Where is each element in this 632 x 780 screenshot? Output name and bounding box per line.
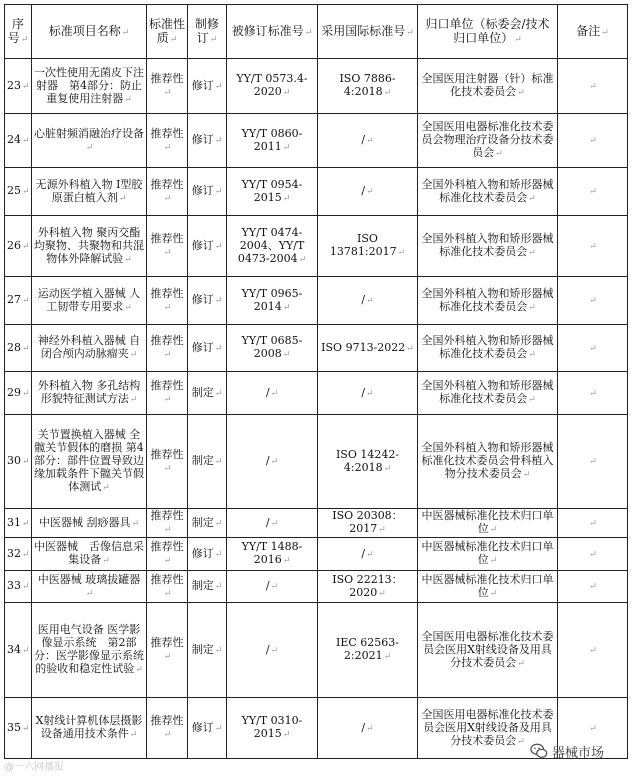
cell-revised: YY/T 1488-2016↵	[227, 538, 318, 571]
cell-note: ↵	[558, 603, 628, 698]
cell-type: 制定↵	[188, 509, 227, 538]
cell-type: 制定↵	[188, 372, 227, 415]
header-name: 标准项目名称↵	[32, 5, 147, 59]
cell-nature: 推荐性↵	[147, 538, 188, 571]
header-org: 归口单位（标委会/技术归口单位）↵	[418, 5, 558, 59]
cell-name: 中医器械 舌像信息采集设备↵	[32, 538, 147, 571]
cell-type: 修订↵	[188, 698, 227, 759]
cell-intl: ISO 22213：2020↵	[318, 571, 418, 603]
table-row	[5, 603, 628, 698]
cell-revised: YY/T 0860-2011↵	[227, 114, 318, 168]
cell-nature: 推荐性↵	[147, 277, 188, 325]
cell-org: 全国外科植入物和矫形器械标准化技术委员会↵	[418, 325, 558, 372]
table-row	[5, 59, 628, 114]
cell-seq: 23↵	[5, 59, 32, 114]
cell-nature: 推荐性↵	[147, 603, 188, 698]
cell-org: 全国医用电器标准化技术委员会医用X射线设备及用具分技术委员会↵	[418, 698, 558, 759]
cell-note: ↵	[558, 216, 628, 277]
cell-nature: 推荐性↵	[147, 114, 188, 168]
cell-type: 修订↵	[188, 114, 227, 168]
cell-type: 修订↵	[188, 216, 227, 277]
table-row	[5, 277, 628, 325]
cell-note: ↵	[558, 114, 628, 168]
watermark-right	[530, 738, 604, 764]
cell-org: 中医器械标准化技术归口单位↵	[418, 538, 558, 571]
cell-intl: ISO 9713-2022↵	[318, 325, 418, 372]
table-row	[5, 216, 628, 277]
standards-table	[4, 4, 628, 759]
header-seq: 序号↵	[5, 5, 32, 59]
cell-revised: /↵	[227, 372, 318, 415]
table-row	[5, 325, 628, 372]
cell-revised: YY/T 0310-2015↵	[227, 698, 318, 759]
cell-org: 中医器械标准化技术归口单位↵	[418, 509, 558, 538]
header-nature: 标准性质↵	[147, 5, 188, 59]
cell-intl: /↵	[318, 698, 418, 759]
cell-type: 制定↵	[188, 603, 227, 698]
table-row	[5, 114, 628, 168]
cell-revised: YY/T 0685-2008↵	[227, 325, 318, 372]
wechat-icon	[530, 742, 548, 760]
cell-note: ↵	[558, 325, 628, 372]
cell-org: 全国外科植入物和矫形器械标准化技术委员会↵	[418, 277, 558, 325]
cell-note: ↵	[558, 538, 628, 571]
cell-seq: 30↵	[5, 415, 32, 509]
cell-intl: /↵	[318, 372, 418, 415]
cell-nature: 推荐性↵	[147, 509, 188, 538]
cell-revised: YY/T 0474-2004、YY/T 0473-2004↵	[227, 216, 318, 277]
cell-intl: /↵	[318, 114, 418, 168]
cell-org: 中医器械标准化技术归口单位↵	[418, 571, 558, 603]
cell-intl: ISO 14242-4:2018↵	[318, 415, 418, 509]
cell-name: 外科植入物 聚丙交酯均聚物、共聚物和共混物体外降解试验↵	[32, 216, 147, 277]
cell-intl: ISO 13781:2017↵	[318, 216, 418, 277]
cell-name: 心脏射频消融治疗设备↵	[32, 114, 147, 168]
cell-type: 修订↵	[188, 168, 227, 216]
cell-seq: 29↵	[5, 372, 32, 415]
cell-nature: 推荐性↵	[147, 372, 188, 415]
cell-name: 无源外科植入物 I型胶原蛋白植入剂↵	[32, 168, 147, 216]
table-row	[5, 571, 628, 603]
cell-seq: 24↵	[5, 114, 32, 168]
cell-note: ↵	[558, 509, 628, 538]
cell-seq: 27↵	[5, 277, 32, 325]
cell-org: 全国医用电器标准化技术委员会物理治疗设备分技术委员会↵	[418, 114, 558, 168]
cell-name: 中医器械 玻璃拔罐器↵	[32, 571, 147, 603]
cell-name: 神经外科植入器械 自闭合颅内动脉瘤夹↵	[32, 325, 147, 372]
cell-revised: /↵	[227, 509, 318, 538]
cell-name: 关节置换植入器械 全髋关节假体的磨损 第4部分：部件位置导致边缘加载条件下髋关节假体测试↵	[32, 415, 147, 509]
header-revised: 被修订标准号↵	[227, 5, 318, 59]
cell-intl: ISO 20308：2017↵	[318, 509, 418, 538]
watermark-right-text: 器械市场	[552, 745, 605, 761]
cell-note: ↵	[558, 571, 628, 603]
cell-intl: ISO 7886-4:2018↵	[318, 59, 418, 114]
cell-seq: 33↵	[5, 571, 32, 603]
cell-note: ↵	[558, 698, 628, 759]
table-row	[5, 168, 628, 216]
cell-revised: /↵	[227, 603, 318, 698]
cell-type: 修订↵	[188, 325, 227, 372]
cell-type: 制定↵	[188, 571, 227, 603]
cell-note: ↵	[558, 415, 628, 509]
cell-name: 外科植入物 多孔结构形貌特征测试方法↵	[32, 372, 147, 415]
cell-name: X射线计算机体层摄影设备通用技术条件↵	[32, 698, 147, 759]
cell-nature: 推荐性↵	[147, 698, 188, 759]
cell-type: 修订↵	[188, 538, 227, 571]
header-intl: 采用国际标准号↵	[318, 5, 418, 59]
cell-org: 全国医用注射器（针）标准化技术委员会↵	[418, 59, 558, 114]
cell-name: 中医器械 刮痧器具↵	[32, 509, 147, 538]
cell-org: 全国医用电器标准化技术委员会医用X射线设备及用具分技术委员会↵	[418, 603, 558, 698]
cell-org: 全国外科植入物和矫形器械标准化技术委员会骨科植入物分技术委员会↵	[418, 415, 558, 509]
cell-seq: 25↵	[5, 168, 32, 216]
cell-note: ↵	[558, 372, 628, 415]
cell-nature: 推荐性↵	[147, 59, 188, 114]
cell-name: 一次性使用无菌皮下注射器 第4部分：防止重复使用注射器↵	[32, 59, 147, 114]
cell-org: 全国外科植入物和矫形器械标准化技术委员会↵	[418, 216, 558, 277]
header-type: 制修订↵	[188, 5, 227, 59]
cell-seq: 28↵	[5, 325, 32, 372]
table-row	[5, 415, 628, 509]
cell-intl: /↵	[318, 168, 418, 216]
watermark-left: @一六网播报	[4, 762, 64, 773]
cell-name: 运动医学植入器械 人工韧带专用要求↵	[32, 277, 147, 325]
table-row	[5, 372, 628, 415]
cell-org: 全国外科植入物和矫形器械标准化技术委员会↵	[418, 372, 558, 415]
cell-seq: 32↵	[5, 538, 32, 571]
cell-type: 制定↵	[188, 415, 227, 509]
cell-seq: 35↵	[5, 698, 32, 759]
cell-note: ↵	[558, 59, 628, 114]
cell-nature: 推荐性↵	[147, 216, 188, 277]
cell-revised: /↵	[227, 415, 318, 509]
cell-type: 修订↵	[188, 59, 227, 114]
cell-seq: 34↵	[5, 603, 32, 698]
cell-intl: /↵	[318, 538, 418, 571]
cell-intl: /↵	[318, 277, 418, 325]
cell-intl: IEC 62563-2:2021↵	[318, 603, 418, 698]
cell-revised: YY/T 0965-2014↵	[227, 277, 318, 325]
cell-name: 医用电气设备 医学影像显示系统 第2部分：医学影像显示系统的验收和稳定性试验↵	[32, 603, 147, 698]
table-row	[5, 538, 628, 571]
cell-nature: 推荐性↵	[147, 415, 188, 509]
cell-nature: 推荐性↵	[147, 325, 188, 372]
cell-note: ↵	[558, 277, 628, 325]
cell-seq: 31↵	[5, 509, 32, 538]
cell-nature: 推荐性↵	[147, 571, 188, 603]
cell-revised: YY/T 0954-2015↵	[227, 168, 318, 216]
cell-revised: /↵	[227, 571, 318, 603]
cell-org: 全国外科植入物和矫形器械标准化技术委员会↵	[418, 168, 558, 216]
cell-note: ↵	[558, 168, 628, 216]
cell-type: 修订↵	[188, 277, 227, 325]
header-note: 备注↵	[558, 5, 628, 59]
cell-seq: 26↵	[5, 216, 32, 277]
cell-revised: YY/T 0573.4-2020↵	[227, 59, 318, 114]
table-row	[5, 509, 628, 538]
header-row	[5, 5, 628, 59]
cell-nature: 推荐性↵	[147, 168, 188, 216]
